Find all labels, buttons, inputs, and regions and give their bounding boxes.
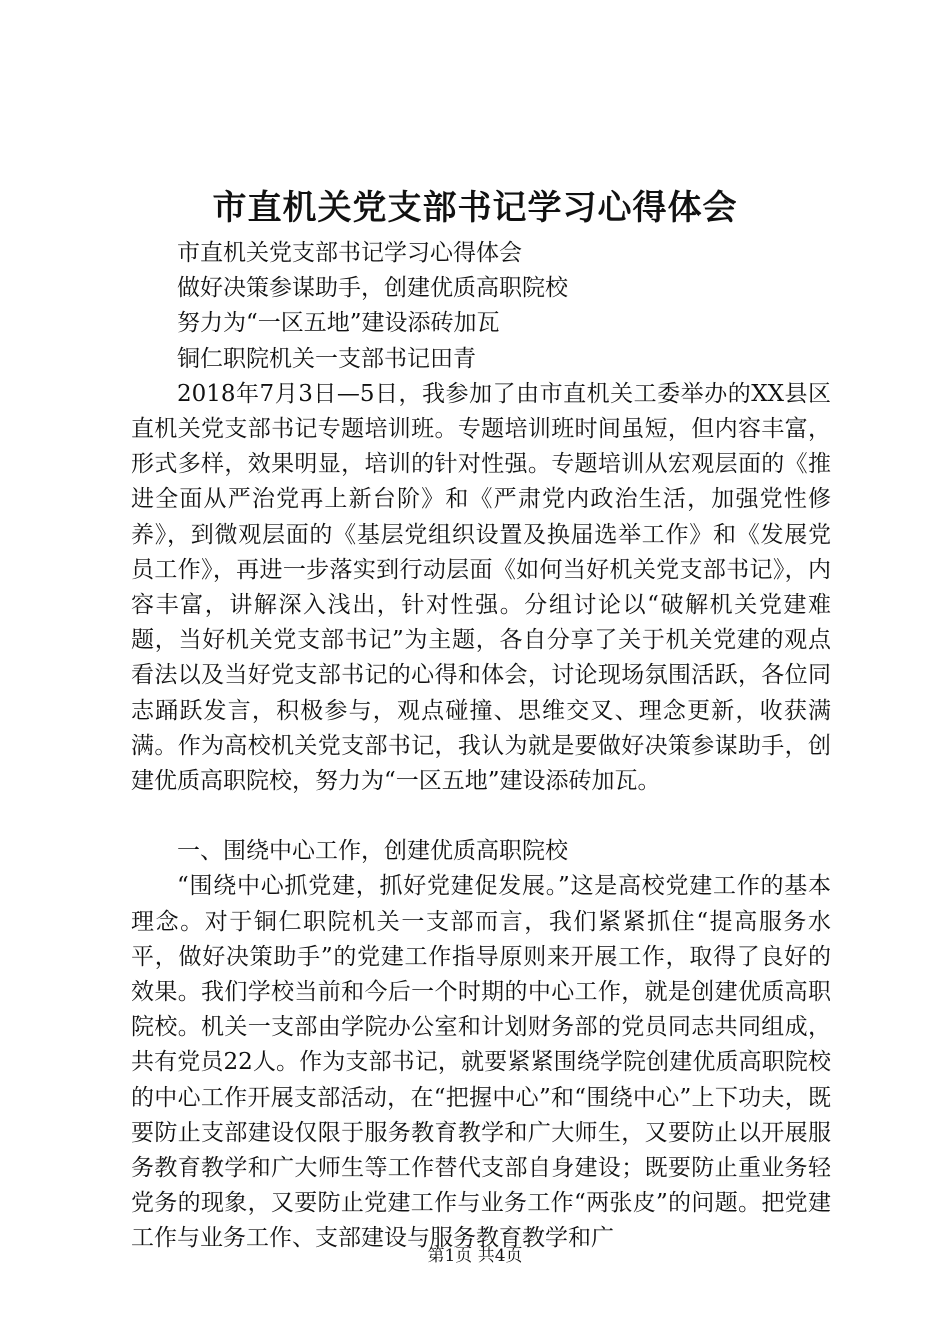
document-title: 市直机关党支部书记学习心得体会 xyxy=(212,188,738,228)
page-number: 第1页 共4页 xyxy=(427,1246,523,1266)
section-heading: 一、围绕中心工作，创建优质高职院校 xyxy=(177,838,568,865)
heading-line-2: 努力为“一区五地”建设添砖加瓦 xyxy=(177,310,500,337)
subtitle-paragraph: 市直机关党支部书记学习心得体会 xyxy=(177,240,522,266)
section-paragraph: “围绕中心抓党建，抓好党建促发展。”这是高校党建工作的基本理念。对于铜仁职院机关一支部而言，我们紧紧抓住“提高服务水平，做好决策助手”的党建工作指导原则来开展工作，取得了良好的效果。我们学校当前和今后一个时期的中心工作，就是创建优质高职院校。机关一支部由学院办公室和计划财务部的党员同志共同组成，共有党员22人。作为支部书记，就要紧紧围绕学院创建优质高职院校的中心工作开展支部活动，在“把握中心”和“围绕中心”上下功夫，既要防止支部建设仅限于服务教育教学和广大师生，又要防止以开展服务教育教学和广大师生等工作替代支部自身建设；既要防止重业务轻党务的现象，又要防止党建工作与业务工作“两张皮”的问题。把党建工作与业务工作、支部建设与服务教育教学和广 xyxy=(131,873,831,1252)
author-line: 铜仁职院机关一支部书记田青 xyxy=(177,345,476,372)
intro-paragraph: 2018年7月3日—5日，我参加了由市直机关工委举办的XX县区直机关党支部书记专题培训班。专题培训班时间虽短，但内容丰富，形式多样，效果明显，培训的针对性强。专题培训从宏观层面的《推进全面从严治党再上新台阶》和《严肃党内政治生活，加强党性修养》，到微观层面的《基层党组织设置及换届选举工作》和《发展党员工作》，再进一步落实到行动层面《如何当好机关党支部书记》，内容丰富，讲解深入浅出，针对性强。分组讨论以“破解机关党建难题，当好机关党支部书记”为主题，各自分享了关于机关党建的观点看法以及当好党支部书记的心得和体会，讨论现场氛围活跃，各位同志踊跃发言，积极参与，观点碰撞、思维交叉、理念更新，收获满满。作为高校机关党支部书记，我认为就是要做好决策参谋助手，创建优质高职院校，努力为“一区五地”建设添砖加瓦。 xyxy=(131,380,831,795)
document-body xyxy=(131,236,831,1257)
heading-line-1: 做好决策参谋助手，创建优质高职院校 xyxy=(177,275,568,302)
